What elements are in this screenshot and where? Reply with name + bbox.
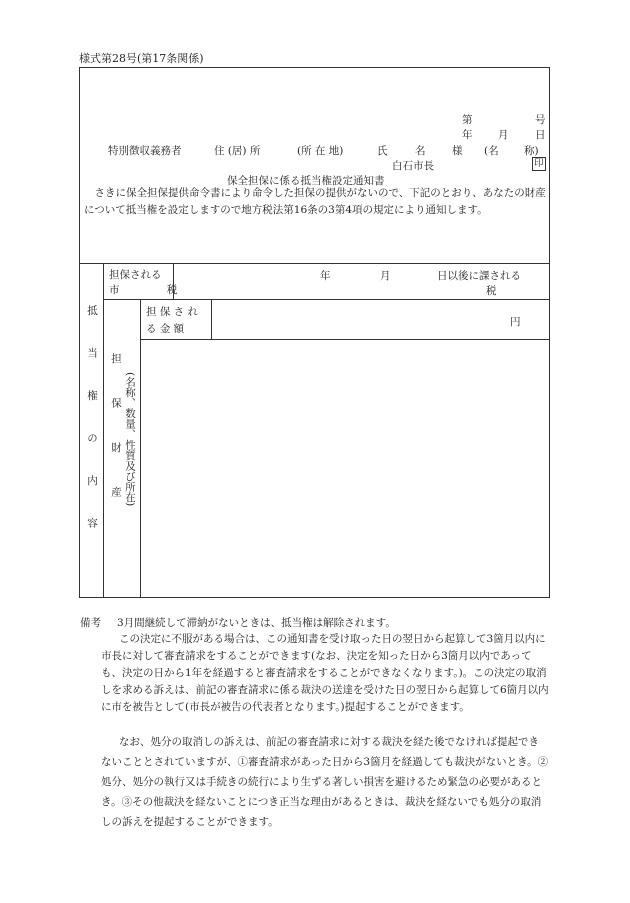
table-top-line (79, 263, 550, 264)
side-label: 抵当権の内容 (86, 305, 98, 560)
secured-tax-label-2: 市 税 (109, 284, 200, 296)
amount-label-1: 担 保 さ れ (146, 306, 199, 318)
date-month: 月 (498, 129, 509, 141)
name-sama: 様 (452, 145, 463, 157)
note-1: 3月間継続して滞納がないときは、抵当権は解除されます。 (117, 617, 396, 629)
frame-left (79, 67, 80, 598)
note-3: なお、処分の取消しの訴えは、前記の審査請求に対する裁決を経た後でなければ提起できないこととされていますが、①審査請求があった日から3箇月を経過しても裁決がないとき。②処分、処分の執行又は手続きの続行により生ずる著しい損害を避けるため緊急の必要があるとき。③その他裁決を経ないことにつき正当な理由があるときは、裁決を経ないでも処分の取消しの訴えを提起することができます。 (101, 736, 549, 828)
issuer: 白石市長 (392, 160, 434, 172)
address-label: 住 (居) 所 (214, 145, 261, 157)
date-day: 日 (535, 129, 546, 141)
amount-unit: 円 (510, 316, 521, 328)
frame-bottom (79, 597, 550, 598)
tax-suffix-2: 税 (486, 285, 497, 297)
collateral-label: 担保財産 (110, 353, 122, 531)
secured-tax-label-1: 担保される (109, 269, 162, 281)
number-label-go: 号 (535, 114, 546, 126)
note-2: この決定に不服がある場合は、この通知書を受け取った日の翌日から起算して3箇月以内に市長に対して審査請求をすることができます(なお、決定を知った日から3箇月以内であっても、決定の日から1年を経過すると審査請求をすることができなくなります。)。この決定の取消しを求める訴えは、前記の審査請求に係る裁決の送達を受けた日の翌日から起算して6箇月以内に市を被告として(市長が被告の代表者となります。)提起することができます。 (101, 633, 549, 713)
date-year: 年 (462, 129, 473, 141)
tax-row-bottom (103, 299, 550, 300)
obligor-label: 特別徴収義務者 (108, 145, 182, 157)
notes-heading: 備考 (80, 617, 101, 629)
document-title: 保全担保に係る抵当権設定通知書 (227, 175, 385, 187)
tax-suffix-1: 日以後に課される (437, 270, 521, 282)
seal-mark: 印 (534, 158, 544, 169)
location-label: (所 在 地) (297, 145, 344, 157)
collateral-col-line (140, 299, 141, 598)
amount-label-2: る 金 額 (146, 323, 185, 335)
name-mei: 名 (415, 145, 426, 157)
amount-row-bottom (140, 339, 550, 340)
name-shi: 氏 (377, 145, 388, 157)
amount-label-line (211, 299, 212, 340)
body-text: さきに保全担保提供命令書により命令した担保の提供がないので、下記のとおり、あなたの財産について抵当権を設定しますので地方税法第16条の3第4項の規定により通知します。 (84, 187, 546, 216)
corp-name-close: 称) (524, 145, 539, 157)
frame-right (549, 67, 550, 598)
tax-year: 年 (320, 270, 331, 282)
property-detail-label: (名称、数量、性質及び所在) (124, 372, 136, 507)
corp-name-open: (名 (484, 145, 499, 157)
side-col-line (103, 263, 104, 598)
tax-month: 月 (380, 270, 391, 282)
number-label-dai: 第 (462, 114, 473, 126)
frame-top (79, 67, 550, 68)
form-number: 様式第28号(第17条関係) (79, 52, 204, 65)
